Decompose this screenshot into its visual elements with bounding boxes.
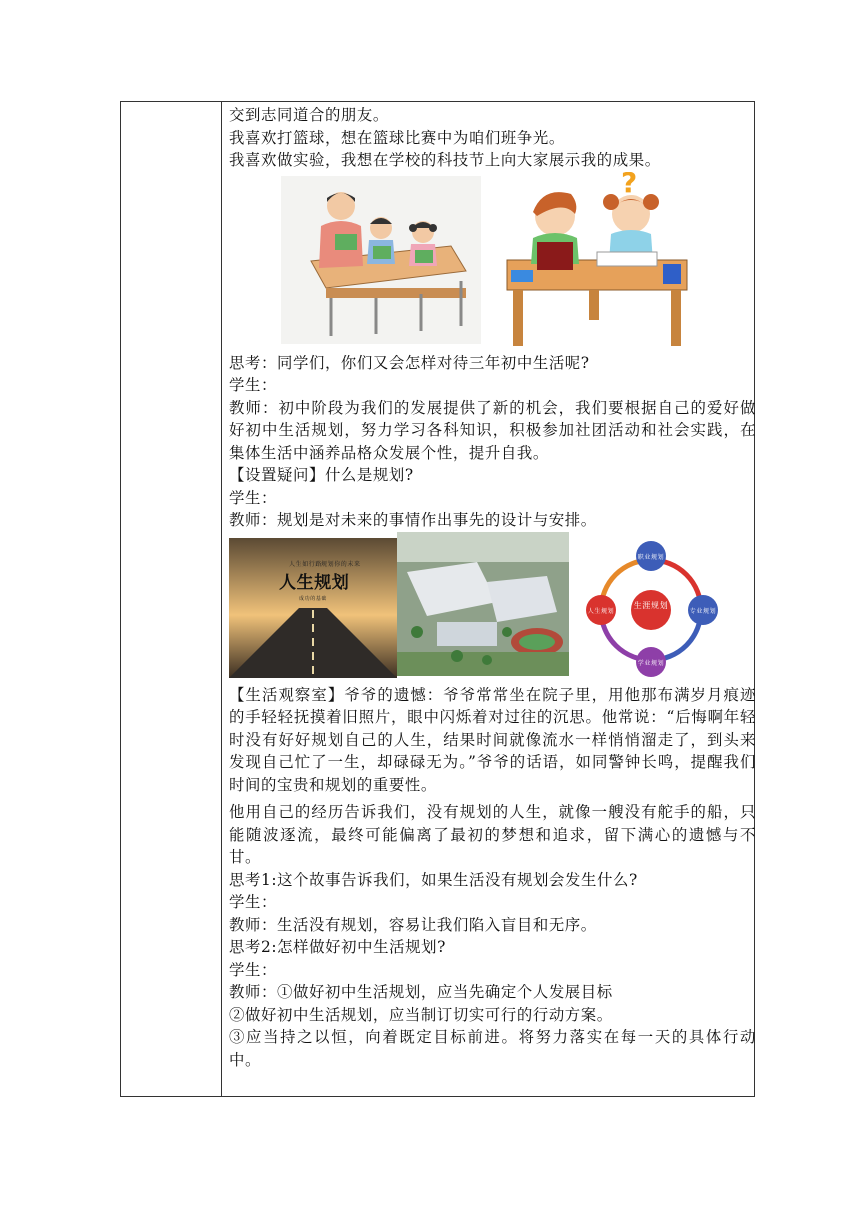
reading-family-image bbox=[281, 176, 481, 344]
cycle-top-label: 职业规划 bbox=[637, 553, 665, 561]
question-text: 【设置疑问】什么是规划? bbox=[229, 466, 414, 484]
text-line: 我喜欢打篮球，想在篮球比赛中为咱们班争光。 bbox=[229, 128, 565, 147]
student-label: 学生： bbox=[229, 960, 277, 979]
story-text: 【生活观察室】爷爷的遗憾：爷爷常常坐在院子里，用他那布满岁月痕迹的手轻轻抚摸着旧照片，眼中闪烁着对过往的沉思。他常说：“后悔啊年轻时没有好好规划自己的人生，结果时间就像流水一样悄悄溜走了，到头来发现自己忙了一生，却碌碌无为。”爷爷的话语，如同警钟长鸣，提醒我们时间的宝贵和规划的重要性。 bbox=[229, 685, 756, 794]
think-prompt: 思考：同学们，你们又会怎样对待三年初中生活呢? bbox=[229, 353, 590, 372]
teacher-text: 教师：规划是对未来的事情作出事先的设计与安排。 bbox=[229, 511, 597, 529]
planning-figures bbox=[229, 532, 756, 684]
think-prompt: 思考1:这个故事告诉我们，如果生活没有规划会发生什么? bbox=[229, 870, 638, 889]
classroom-figures bbox=[229, 172, 756, 352]
cycle-bottom-label: 学业规划 bbox=[637, 659, 665, 667]
text-line: 交到志同道合的朋友。 bbox=[229, 106, 389, 124]
teacher-text: 教师：初中阶段为我们的发展提供了新的机会，我们要根据自己的爱好做好初中生活规划，努力学习各科知识，积极参加社团活动和社会实践，在集体生活中涵养品格众发展个性，提升自我。 bbox=[229, 398, 756, 462]
career-planning-cycle bbox=[585, 534, 723, 682]
teacher-text: 教师：①做好初中生活规划，应当先确定个人发展目标 bbox=[229, 983, 613, 1001]
cycle-center-label: 生涯规划 bbox=[633, 600, 669, 610]
road-title: 人生规划 bbox=[279, 572, 350, 593]
teacher-text: 教师：生活没有规划，容易让我们陷入盲目和无序。 bbox=[229, 915, 597, 934]
think-prompt: 思考2:怎样做好初中生活规划? bbox=[229, 938, 446, 956]
lesson-content bbox=[229, 102, 756, 1071]
svg-text:成功的基础: 成功的基础 bbox=[299, 595, 328, 602]
svg-text:人生如行路: 人生如行路 bbox=[289, 560, 323, 568]
svg-text:规划你的未来: 规划你的未来 bbox=[321, 560, 361, 568]
cycle-left-label: 人生规划 bbox=[587, 607, 615, 615]
student-label: 学生： bbox=[229, 488, 277, 507]
point-text: ②做好初中生活规划，应当制订切实可行的行动方案。 bbox=[229, 1005, 613, 1024]
point-text: ③应当持之以恒，向着既定目标前进。将努力落实在每一天的具体行动中。 bbox=[229, 1028, 756, 1069]
question-mark: ? bbox=[621, 171, 638, 199]
text-line: 我喜欢做实验，我想在学校的科技节上向大家展示我的成果。 bbox=[229, 151, 661, 169]
column-divider bbox=[221, 102, 222, 1096]
story-text-2: 他用自己的经历告诉我们，没有规划的人生，就像一艘没有舵手的船，只能随波逐流，最终可能偏离了最初的梦想和追求，留下满心的遗憾与不甘。 bbox=[229, 803, 756, 866]
lesson-table bbox=[120, 101, 755, 1097]
student-label: 学生： bbox=[229, 893, 277, 911]
life-planning-road-image bbox=[229, 538, 397, 678]
students-desk-image bbox=[493, 172, 693, 350]
cycle-right-label: 专业规划 bbox=[689, 607, 717, 615]
campus-aerial-image bbox=[397, 532, 569, 676]
student-label: 学生： bbox=[229, 376, 277, 394]
